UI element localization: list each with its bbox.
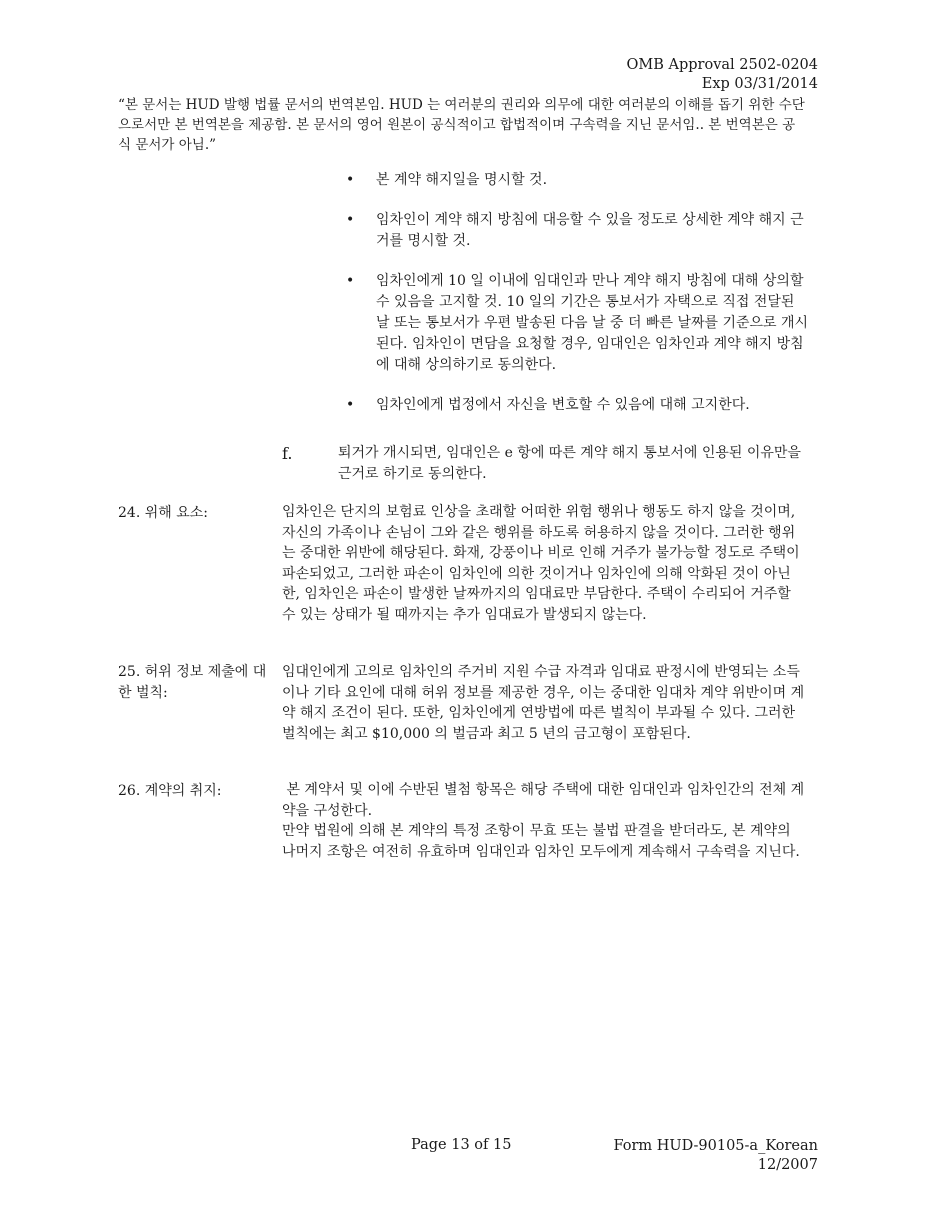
list-item [342,210,812,252]
bullet-icon: • [346,397,355,413]
section-26-paragraph-2: 만약 법원에 의해 본 계약의 특정 조항이 무효 또는 불법 판결을 받더라도, 본 계약의 나머지 조항은 여전히 유효하며 임대인과 임차인 모두에게 계속해서 구속력을 지닌다. [282,823,800,860]
bullet-icon: • [346,172,355,188]
bullet-icon: • [346,212,355,228]
form-id [613,1137,818,1175]
omb-approval [627,56,818,94]
list-item-text: 임차인이 계약 해지 방침에 대응할 수 있을 정도로 상세한 계약 해지 근거를 명시할 것. [376,212,804,249]
item-f-label: f. [282,444,293,463]
section-26-paragraph-1: 본 계약서 및 이에 수반된 별첨 항목은 해당 주택에 대한 임대인과 임차인간의 전체 계약을 구성한다. [282,782,805,819]
item-f-text: 퇴거가 개시되면, 임대인은 e 항에 따른 계약 해지 통보서에 인용된 이유만을 근거로 하기로 동의한다. [338,445,801,482]
omb-expiration: Exp 03/31/2014 [701,76,818,92]
translation-disclaimer: “본 문서는 HUD 발행 법률 문서의 번역본임. HUD 는 여러분의 권리와 의무에 대한 여러분의 이해를 돕기 위한 수단으로서만 본 번역본을 제공함. 본 문서의 영어 원본이 공식적이고 합법적이며 구속력을 지닌 문서임.. 본 번역본은 공식 문서가 아님.” [118,97,805,153]
termination-notice-requirements [342,170,812,435]
list-item-text: 본 계약 해지일을 명시할 것. [376,172,548,188]
form-name: Form HUD-90105-a_Korean [613,1138,818,1154]
list-item [342,395,812,416]
section-26-body [282,780,807,862]
section-24-label: 24. 위해 요소: [118,505,208,521]
list-item [342,271,812,376]
form-date: 12/2007 [757,1157,818,1173]
list-item-text: 임차인에게 법정에서 자신을 변호할 수 있음에 대해 고지한다. [376,397,750,413]
section-25-label: 25. 허위 정보 제출에 대한 벌칙: [118,664,267,701]
section-26-label: 26. 계약의 취지: [118,783,222,799]
omb-number: OMB Approval 2502-0204 [626,57,818,73]
list-item-text: 임차인에게 10 일 이내에 임대인과 만나 계약 해지 방침에 대해 상의할 수 있음을 고지할 것. 10 일의 기간은 통보서가 자택으로 직접 전달된 날 또는 통보서가 우편 발송된 다음 날 중 더 빠른 날짜를 기준으로 개시된다. 임차인이 면담을 요청할 경우, 임대인은 임차인과 계약 해지 방침에 대해 상의하기로 동의한다. [376,273,809,373]
section-25-body: 임대인에게 고의로 임차인의 주거비 지원 수급 자격과 임대료 판정시에 반영되는 소득이나 기타 요인에 대해 허위 정보를 제공한 경우, 이는 중대한 임대차 계약 위반이며 계약 해지 조건이 된다. 또한, 임차인에게 연방법에 따른 벌칙이 부과될 수 있다. 그러한 벌칙에는 최고 $10,000 의 벌금과 최고 5 년의 금고형이 포함된다. [282,664,805,742]
section-24-body: 임차인은 단지의 보험료 인상을 초래할 어떠한 위험 행위나 행동도 하지 않을 것이며, 자신의 가족이나 손님이 그와 같은 행위를 하도록 허용하지 않을 것이다. 그러한 행위는 중대한 위반에 해당된다. 화재, 강풍이나 비로 인해 거주가 불가능할 정도로 주택이 파손되었고, 그러한 파손이 임차인에 의한 것이거나 임차인에 의해 악화된 것이 아닌 한, 임차인은 파손이 발생한 날짜까지의 임대료만 부담한다. 주택이 수리되어 거주할 수 있는 상태가 될 때까지는 추가 임대료가 발생되지 않는다. [282,504,800,623]
list-item [342,170,812,191]
page-number: Page 13 of 15 [411,1137,512,1153]
bullet-icon: • [346,273,355,289]
